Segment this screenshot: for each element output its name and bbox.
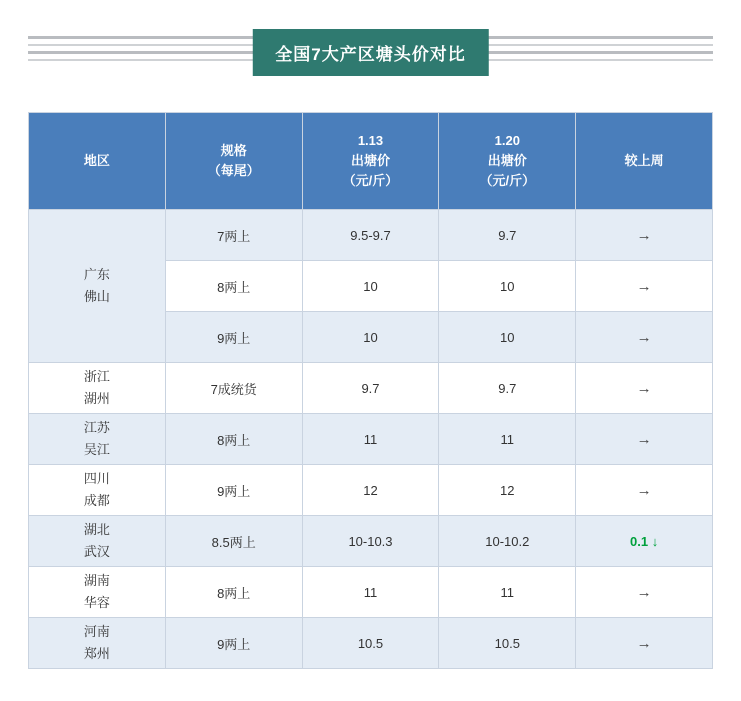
region-line2: 武汉 xyxy=(83,544,110,559)
cell-price-113: 10.5 xyxy=(302,618,439,669)
table-body xyxy=(29,210,713,669)
column-header-compare: 较上周 xyxy=(576,113,713,210)
cell-spec: 9两上 xyxy=(165,618,302,669)
column-header-region: 地区 xyxy=(29,113,166,210)
cell-region xyxy=(29,516,166,567)
page-root xyxy=(0,14,741,701)
cell-price-120: 10 xyxy=(439,261,576,312)
cell-region xyxy=(29,414,166,465)
page-title: 全国7大产区塘头价对比 xyxy=(253,30,487,75)
column-header-price-120-label: 出塘价 xyxy=(487,152,527,168)
cell-price-120: 10 xyxy=(439,312,576,363)
arrow-flat-icon: → xyxy=(636,379,652,397)
cell-price-120: 9.7 xyxy=(439,363,576,414)
arrow-flat-icon: → xyxy=(636,634,652,652)
cell-spec: 8两上 xyxy=(165,261,302,312)
column-header-spec-line2: （每尾） xyxy=(207,163,260,178)
region-line1: 四川 xyxy=(83,470,110,486)
cell-compare xyxy=(576,465,713,516)
cell-spec: 8.5两上 xyxy=(165,516,302,567)
cell-spec: 8两上 xyxy=(165,567,302,618)
cell-price-113: 10 xyxy=(302,312,439,363)
cell-compare xyxy=(576,210,713,261)
cell-spec: 7两上 xyxy=(165,210,302,261)
arrow-flat-icon: → xyxy=(636,226,652,244)
price-table xyxy=(28,112,713,669)
cell-compare xyxy=(576,312,713,363)
column-header-spec-line1: 规格 xyxy=(220,142,247,158)
table-row xyxy=(29,210,713,261)
cell-price-120: 11 xyxy=(439,567,576,618)
region-line1: 河南 xyxy=(83,623,110,639)
cell-price-120: 12 xyxy=(439,465,576,516)
cell-compare xyxy=(576,516,713,567)
cell-compare xyxy=(576,567,713,618)
arrow-flat-icon: → xyxy=(636,430,652,448)
header-banner xyxy=(0,14,741,86)
table-row xyxy=(29,363,713,414)
region-line1: 湖北 xyxy=(83,521,110,537)
column-header-price-113-label: 出塘价 xyxy=(350,152,390,168)
column-header-price-120-date: 1.20 xyxy=(494,132,520,148)
region-line2: 郑州 xyxy=(83,646,110,661)
region-line2: 湖州 xyxy=(83,391,110,406)
region-line2: 成都 xyxy=(83,493,110,508)
table-row xyxy=(29,618,713,669)
table-row xyxy=(29,414,713,465)
arrow-flat-icon: → xyxy=(636,328,652,346)
cell-price-113: 10-10.3 xyxy=(302,516,439,567)
cell-spec: 9两上 xyxy=(165,312,302,363)
table-header-row xyxy=(29,113,713,210)
column-header-price-120-unit: （元/斤） xyxy=(479,173,536,189)
cell-compare xyxy=(576,363,713,414)
cell-region xyxy=(29,618,166,669)
table-row xyxy=(29,567,713,618)
price-table-container xyxy=(28,112,713,669)
cell-price-113: 10 xyxy=(302,261,439,312)
column-header-price-113-unit: （元/斤） xyxy=(342,173,399,189)
region-line1: 浙江 xyxy=(83,368,110,384)
column-header-price-120 xyxy=(439,113,576,210)
cell-price-113: 11 xyxy=(302,567,439,618)
column-header-price-113 xyxy=(302,113,439,210)
cell-price-113: 11 xyxy=(302,414,439,465)
column-header-price-113-date: 1.13 xyxy=(357,132,384,148)
cell-price-113: 9.5-9.7 xyxy=(302,210,439,261)
cell-region xyxy=(29,363,166,414)
region-line1: 广东 xyxy=(83,266,110,282)
region-line2: 佛山 xyxy=(83,289,110,304)
cell-compare xyxy=(576,618,713,669)
cell-compare xyxy=(576,261,713,312)
cell-compare xyxy=(576,414,713,465)
change-value-down: 0.1 ↓ xyxy=(630,533,659,549)
cell-spec: 9两上 xyxy=(165,465,302,516)
arrow-flat-icon: → xyxy=(636,277,652,295)
cell-price-120: 9.7 xyxy=(439,210,576,261)
region-line1: 江苏 xyxy=(83,419,110,435)
cell-price-120: 10-10.2 xyxy=(439,516,576,567)
table-row xyxy=(29,465,713,516)
cell-price-120: 11 xyxy=(439,414,576,465)
cell-price-113: 12 xyxy=(302,465,439,516)
table-row xyxy=(29,516,713,567)
cell-price-120: 10.5 xyxy=(439,618,576,669)
table-header xyxy=(29,113,713,210)
arrow-flat-icon: → xyxy=(636,583,652,601)
cell-spec: 8两上 xyxy=(165,414,302,465)
region-line2: 华容 xyxy=(83,595,110,610)
cell-spec: 7成统货 xyxy=(165,363,302,414)
column-header-spec xyxy=(165,113,302,210)
arrow-flat-icon: → xyxy=(636,481,652,499)
arrow-down-icon: ↓ xyxy=(651,533,659,549)
cell-region xyxy=(29,567,166,618)
cell-region xyxy=(29,465,166,516)
cell-price-113: 9.7 xyxy=(302,363,439,414)
cell-region xyxy=(29,210,166,363)
region-line2: 吴江 xyxy=(83,442,110,457)
region-line1: 湖南 xyxy=(83,572,110,588)
